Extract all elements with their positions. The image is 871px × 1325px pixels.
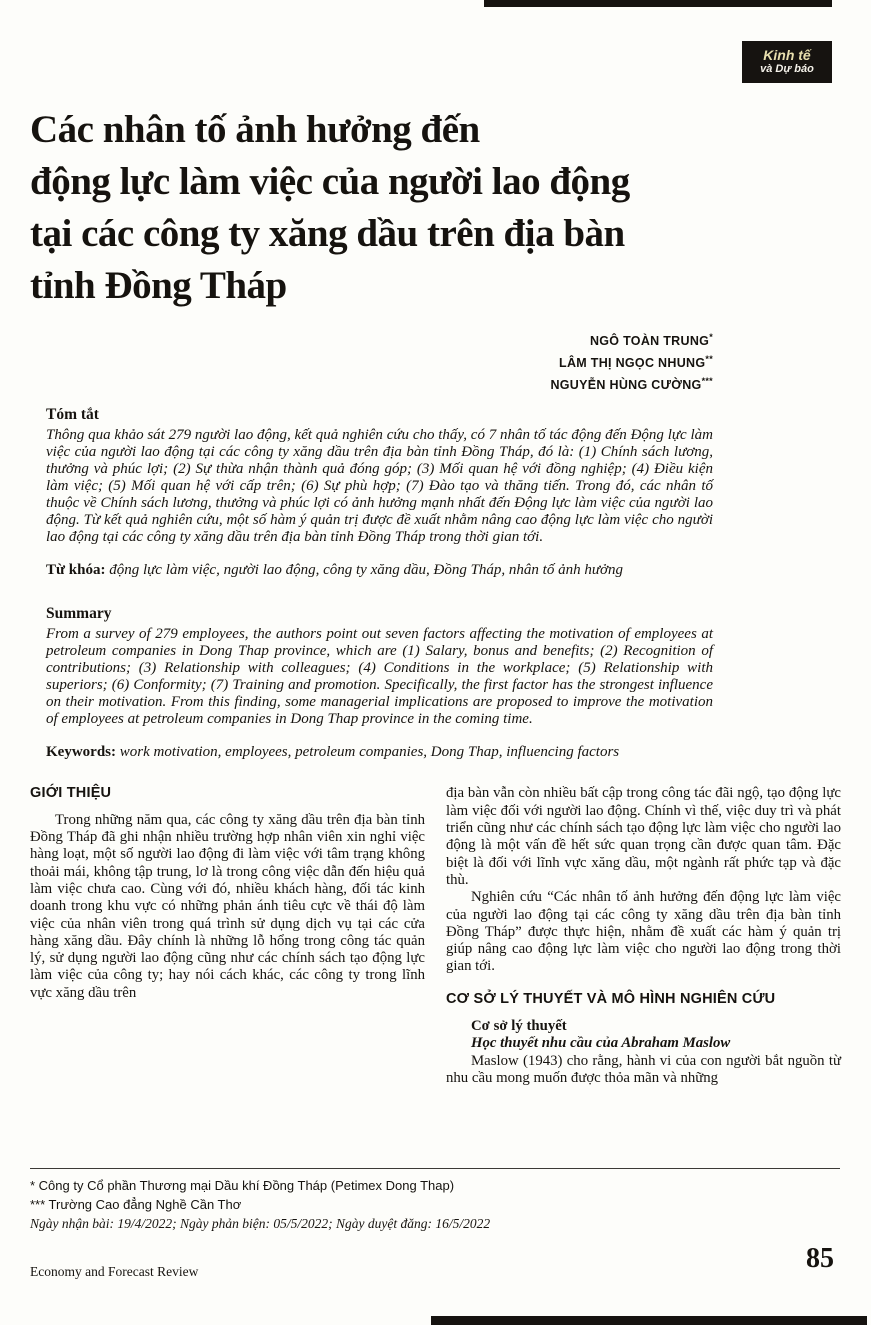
intro-paragraph-left: Trong những năm qua, các công ty xăng dầu trên địa bàn tỉnh Đồng Tháp đã ghi nhận nhiều trường hợp nhân viên xin nghỉ việc hàng loạt, một số người lao động đi làm việc với tâm trạng không thoải mái, không tập trung, lơ là trong công việc dẫn đến hiệu quả làm việc chưa cao. Cùng với đó, nhiều khách hàng, đối tác kinh doanh trong khu vực có những phản ánh tiêu cực về thái độ làm việc của nhân viên trong quá trình sử dụng dịch vụ tại các cửa hàng xăng dầu. Đây chính là những lỗ hổng trong công tác quản lý, sử dụng người lao động cũng như các chính sách tạo động lực làm việc của công ty; hay nói cách khác, các công ty trong lĩnh vực xăng dầu trên xyxy=(30,811,425,1001)
body-column-left xyxy=(30,785,425,1087)
footnotes-block xyxy=(30,1168,840,1233)
author-3-name: NGUYỄN HÙNG CƯỜNG xyxy=(550,378,702,393)
keywords-en-label: Keywords: xyxy=(46,744,116,761)
keywords-vi-line xyxy=(46,562,713,579)
article-title-line-1: Các nhân tố ảnh hưởng đến xyxy=(30,108,480,151)
article-title-line-2: động lực làm việc của người lao động xyxy=(30,160,630,203)
author-3 xyxy=(30,372,713,394)
footer-page-number: 85 xyxy=(806,1243,834,1274)
intro-section-heading: GIỚI THIỆU xyxy=(30,785,112,802)
article-title-line-3: tại các công ty xăng dầu trên địa bàn xyxy=(30,212,625,255)
author-1-affiliation-marker: * xyxy=(709,332,713,342)
intro-paragraph-right-2: Nghiên cứu “Các nhân tố ảnh hưởng đến động lực làm việc của người lao động tại các công ty xăng dầu trên địa bàn tỉnh Đồng Tháp” được thực hiện, nhằm đề xuất các hàm ý quản trị giúp nâng cao động lực làm việc cho người lao động trong thời gian tới. xyxy=(446,889,841,975)
author-3-affiliation-marker: *** xyxy=(701,376,713,387)
theory-sub-sub-heading: Học thuyết nhu cầu của Abraham Maslow xyxy=(471,1035,731,1052)
author-1 xyxy=(30,328,713,350)
keywords-vi-text: động lực làm việc, người lao động, công ty xăng dầu, Đồng Tháp, nhân tố ảnh hưởng xyxy=(109,562,624,579)
theory-section-heading: CƠ SỞ LÝ THUYẾT VÀ MÔ HÌNH NGHIÊN CỨU xyxy=(446,990,776,1007)
article-title xyxy=(30,104,841,312)
author-1-name: NGÔ TOÀN TRUNG xyxy=(589,334,710,349)
journal-badge-subtitle: và Dự báo xyxy=(760,63,814,76)
abstract-vi-section xyxy=(46,406,713,546)
two-column-body xyxy=(30,785,841,1087)
footnote-dates: Ngày nhận bài: 19/4/2022; Ngày phản biện: 05/5/2022; Ngày duyệt đăng: 16/5/2022 xyxy=(30,1216,491,1231)
keywords-en-text: work motivation, employees, petroleum companies, Dong Thap, influencing factors xyxy=(119,744,620,761)
abstract-vi-heading: Tóm tắt xyxy=(46,406,99,424)
journal-badge-title: Kinh tế xyxy=(763,47,811,63)
abstract-en-section xyxy=(46,605,713,728)
article-title-line-4: tỉnh Đồng Tháp xyxy=(30,264,287,307)
footnote-affiliation-2: *** Trường Cao đẳng Nghề Cần Thơ xyxy=(30,1197,242,1212)
intro-paragraph-right-continuation: địa bàn vẫn còn nhiều bất cập trong công tác đãi ngộ, tạo động lực làm việc đối với người lao động. Chính vì thế, việc duy trì và phát triển cũng như các chính sách tạo động lực làm việc cho người lao động là một vấn đề hết sức quan trọng cần được quan tâm. Đặc biệt là đối với lĩnh vực xăng dầu, một ngành rất phức tạp và đặc thù. xyxy=(446,785,841,888)
theory-paragraph: Maslow (1943) cho rằng, hành vi của con người bắt nguồn từ nhu cầu mong muốn được thỏa mãn và những xyxy=(446,1052,841,1086)
keywords-vi-label: Từ khóa: xyxy=(46,562,106,579)
authors-block xyxy=(30,328,713,394)
author-2-affiliation-marker: ** xyxy=(705,354,713,365)
theory-sub-heading: Cơ sở lý thuyết xyxy=(471,1018,567,1035)
keywords-en-line xyxy=(46,744,713,761)
abstract-en-heading: Summary xyxy=(46,605,112,623)
abstract-en-text: From a survey of 279 employees, the authors point out seven factors affecting the motivation of employees at petroleum companies in Dong Thap province, which are (1) Salary, bonus and benefits; (2) Recognition of contributions; (3) Relationship with colleagues; (4) Conditions in the workplace; (5) Relationship with superiors; (6) Conformity; (7) Training and promotion. Specifically, the first factor has the strongest influence on their motivation. From this finding, some managerial implications are proposed to improve the motivation of employees at petroleum companies in Dong Thap province in the coming time. xyxy=(46,626,713,728)
footer-journal-name: Economy and Forecast Review xyxy=(30,1264,199,1279)
abstract-vi-text: Thông qua khảo sát 279 người lao động, kết quả nghiên cứu cho thấy, có 7 nhân tố tác động đến Động lực làm việc của người lao động tại các công ty xăng dầu trên địa bàn tỉnh Đồng Tháp, đó là: (1) Chính sách lương, thưởng và phúc lợi; (2) Sự thừa nhận thành quả đóng góp; (3) Mối quan hệ với đồng nghiệp; (4) Điều kiện làm việc; (5) Mối quan hệ với cấp trên; (6) Sự phù hợp; (7) Đào tạo và thăng tiến. Trong đó, các nhân tố thuộc về Chính sách lương, thưởng và phúc lợi có ảnh hưởng mạnh nhất đến Động lực làm việc của người lao động. Từ kết quả nghiên cứu, một số hàm ý quản trị được đề xuất nhằm nâng cao động lực làm việc cho người lao động tại các công ty xăng dầu trên địa bàn tỉnh Đồng Tháp trong thời gian tới. xyxy=(46,427,713,546)
author-2-name: LÂM THỊ NGỌC NHUNG xyxy=(559,356,706,371)
author-2 xyxy=(30,350,713,372)
footnote-affiliation-1: * Công ty Cổ phần Thương mại Dầu khí Đồng Tháp (Petimex Dong Thap) xyxy=(30,1178,455,1193)
body-column-right xyxy=(446,785,841,1087)
bottom-decoration-bar xyxy=(431,1316,867,1325)
